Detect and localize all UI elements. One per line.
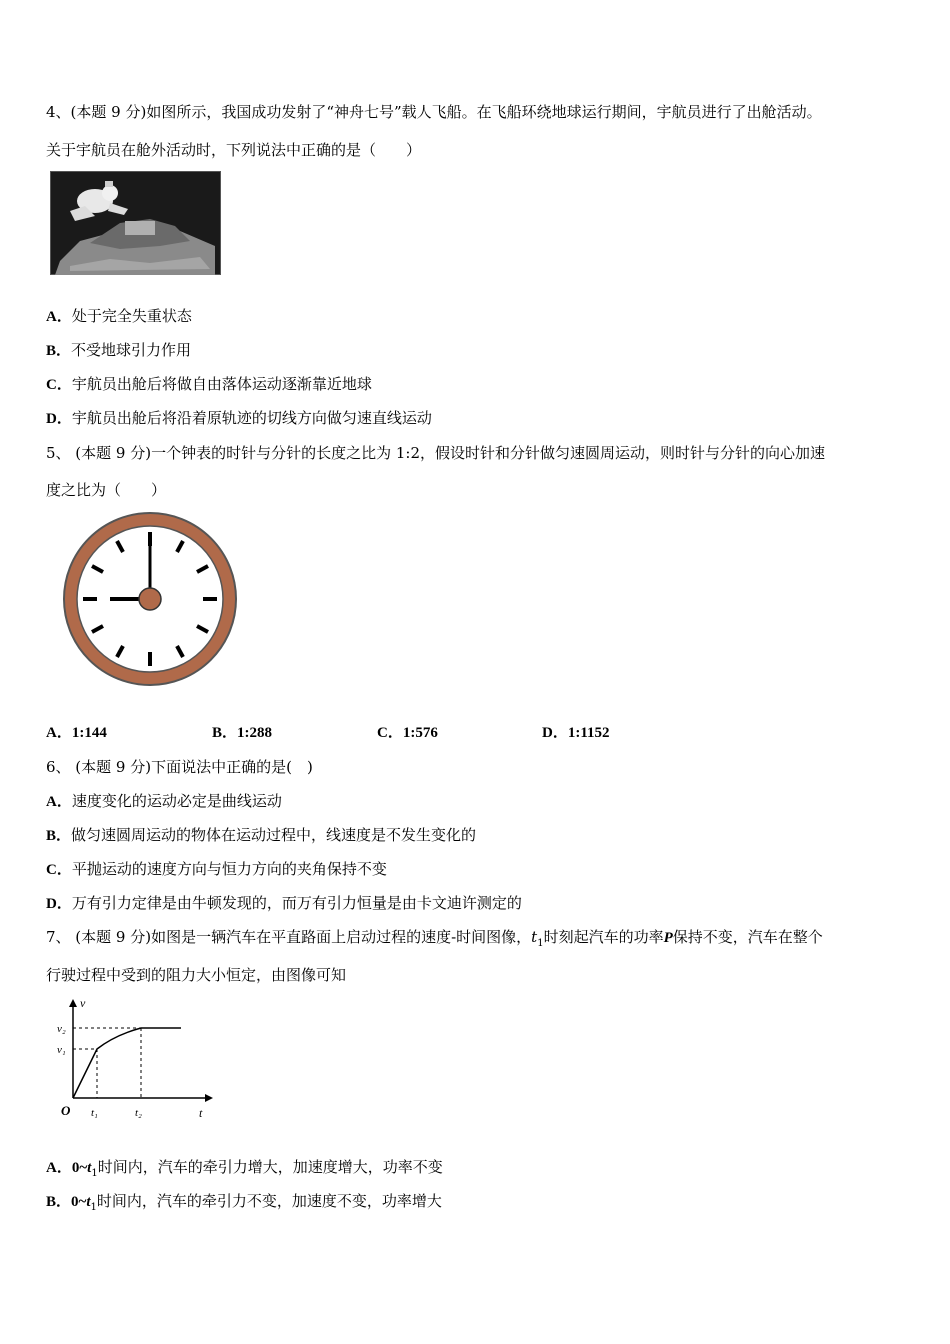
option-letter: B． xyxy=(46,828,72,844)
option-text: 1:288 xyxy=(237,725,273,741)
option-letter: B． xyxy=(212,725,238,741)
v1-label: v₁ xyxy=(57,1044,66,1056)
option-letter: A． xyxy=(46,794,72,810)
option-text: 时间内，汽车的牵引力增大，加速度增大，功率不变 xyxy=(97,1158,443,1176)
q4-option-c xyxy=(46,374,372,395)
t1-label: t₁ xyxy=(91,1107,98,1119)
option-letter: C． xyxy=(46,862,72,878)
q4-option-b xyxy=(46,340,191,361)
option-text: 不受地球引力作用 xyxy=(71,341,192,359)
velocity-time-graph xyxy=(55,995,215,1123)
q6-option-c xyxy=(46,859,387,880)
option-letter: D． xyxy=(542,725,568,741)
astronaut-photo xyxy=(50,171,221,275)
q7-option-b xyxy=(46,1191,442,1218)
axis-v-label: v xyxy=(80,996,86,1010)
q7-option-a xyxy=(46,1157,443,1184)
t-subscript: 1 xyxy=(537,938,544,949)
t-subscript: 1 xyxy=(90,1202,97,1213)
option-text: 1:576 xyxy=(402,725,438,741)
q6-option-a xyxy=(46,791,282,812)
option-text: 1:144 xyxy=(71,725,107,741)
option-letter: C． xyxy=(377,725,403,741)
q5-option-a xyxy=(46,723,107,743)
q6-option-b xyxy=(46,825,476,846)
t-subscript: 1 xyxy=(91,1168,98,1179)
v-axis-arrow-icon xyxy=(69,999,77,1007)
q7-stem-part2: 时刻起汽车的功率 xyxy=(543,928,664,946)
q5-option-c xyxy=(377,723,438,743)
q4-stem-line1: 4、(本题 9 分)如图所示，我国成功发射了“神舟七号”载人飞船。在飞船环绕地球运行期间，宇航员进行了出舱活动。 xyxy=(46,103,822,121)
q5-option-d xyxy=(542,723,610,743)
q5-option-b xyxy=(212,723,272,743)
option-letter: A． xyxy=(46,309,72,325)
option-letter: D． xyxy=(46,896,72,912)
q6-option-d xyxy=(46,893,522,914)
t-symbol: t xyxy=(531,928,538,946)
option-range-prefix: 0~ xyxy=(71,1160,88,1176)
option-letter: B． xyxy=(46,343,72,359)
q5-stem-line1: 5、 (本题 9 分)一个钟表的时针与分针的长度之比为 1:2，假设时针和分针做匀速圆周运动，则时针与分针的向心加速 xyxy=(46,444,826,462)
option-text: 做匀速圆周运动的物体在运动过程中，线速度是不发生变化的 xyxy=(71,826,477,844)
option-letter: A． xyxy=(46,1160,72,1176)
option-text: 处于完全失重状态 xyxy=(71,307,192,325)
origin-label: O xyxy=(61,1103,71,1118)
q4-stem-line2: 关于宇航员在舱外活动时，下列说法中正确的是（ ） xyxy=(46,141,422,159)
t-symbol: t xyxy=(86,1194,91,1210)
axis-t-label: t xyxy=(199,1106,203,1120)
t2-label: t₂ xyxy=(135,1107,142,1119)
option-letter: A． xyxy=(46,725,72,741)
option-text: 1:1152 xyxy=(567,725,610,741)
option-text: 时间内，汽车的牵引力不变，加速度不变，功率增大 xyxy=(96,1192,442,1210)
t-axis-arrow-icon xyxy=(205,1094,213,1102)
option-letter: C． xyxy=(46,377,72,393)
q7-stem-line2: 行驶过程中受到的阻力大小恒定，由图像可知 xyxy=(46,966,347,984)
option-letter: D． xyxy=(46,411,72,427)
clock-figure xyxy=(58,512,240,688)
velocity-curve xyxy=(73,1028,181,1098)
q5-stem-line2: 度之比为（ ） xyxy=(46,481,167,499)
option-range-prefix: 0~ xyxy=(71,1194,87,1210)
q6-stem: 6、 (本题 9 分)下面说法中正确的是( ) xyxy=(46,758,313,776)
q4-option-a xyxy=(46,306,192,327)
t-symbol: t xyxy=(87,1160,92,1176)
option-text: 万有引力定律是由牛顿发现的，而万有引力恒量是由卡文迪许测定的 xyxy=(71,894,522,912)
p-symbol: P xyxy=(663,930,673,946)
q7-stem-part3: 保持不变，汽车在整个 xyxy=(672,928,823,946)
q7-stem-line1 xyxy=(46,927,823,954)
option-text: 平抛运动的速度方向与恒力方向的夹角保持不变 xyxy=(71,860,387,878)
q7-stem-part1: 7、 (本题 9 分)如图是一辆汽车在平直路面上启动过程的速度-时间图像， xyxy=(46,928,532,946)
option-text: 宇航员出舱后将做自由落体运动逐渐靠近地球 xyxy=(71,375,372,393)
v2-label: v₂ xyxy=(57,1023,66,1035)
option-letter: B． xyxy=(46,1194,72,1210)
option-text: 宇航员出舱后将沿着原轨迹的切线方向做匀速直线运动 xyxy=(71,409,432,427)
q4-option-d xyxy=(46,408,432,429)
option-text: 速度变化的运动必定是曲线运动 xyxy=(71,792,282,810)
